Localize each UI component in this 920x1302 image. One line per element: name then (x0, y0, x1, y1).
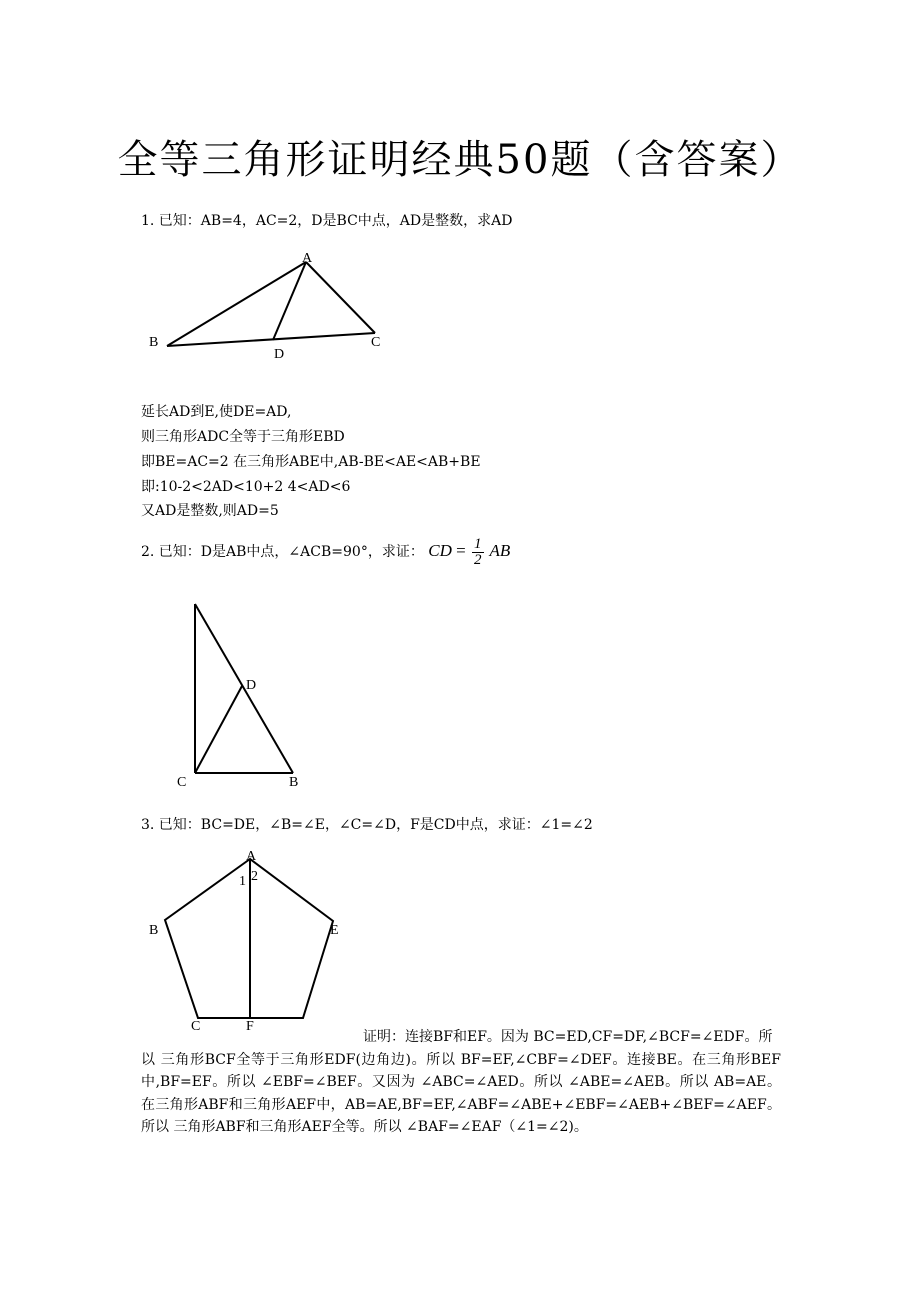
q2-fraction-denominator: 2 (474, 551, 482, 568)
q2-formula (428, 535, 511, 568)
q1-triangle-figure (140, 245, 400, 365)
q1-solution-line-1: 延长AD到E,使DE=AD, (141, 404, 292, 420)
q2-label-b: B (289, 775, 299, 790)
q1-solution-line-4: 即:10-2<2AD<10+2 4<AD<6 (141, 479, 351, 495)
q2-label-c: C (177, 775, 187, 790)
q2-label-d: D (246, 678, 257, 693)
q1-label-a: A (302, 251, 313, 266)
q1-solution-line-5: 又AD是整数,则AD=5 (141, 503, 279, 519)
q1-label-d: D (274, 347, 285, 362)
q2-formula-fraction (472, 537, 484, 568)
q3-label-angle-1: 1 (239, 874, 246, 889)
q3-question: 3. 已知：BC=DE，∠B=∠E，∠C=∠D，F是CD中点，求证：∠1=∠2 (141, 817, 593, 833)
q3-label-a: A (246, 849, 257, 864)
q2-question: 2. 已知：D是AB中点，∠ACB=90°，求证： (141, 544, 424, 560)
q2-question-row (141, 536, 510, 568)
q1-solution-line-3: 即BE=AC=2 在三角形ABE中,AB-BE<AE<AB+BE (141, 454, 481, 470)
q3-label-c: C (191, 1019, 201, 1034)
q3-proof (141, 1026, 781, 1139)
q2-formula-right: AB (489, 541, 511, 560)
q1-solution-line-2: 则三角形ADC全等于三角形EBD (141, 429, 345, 445)
q3-proof-first-line: 证明：连接BF和EF。因为 BC=ED,CF=DF,∠BCF=∠EDF。所 (363, 1029, 773, 1045)
q2-right-triangle-figure (170, 595, 310, 795)
q1-question: 1. 已知：AB=4，AC=2，D是BC中点，AD是整数，求AD (141, 213, 513, 229)
q3-pentagon-figure (140, 845, 340, 1035)
q3-proof-body: 以 三角形BCF全等于三角形EDF(边角边)。所以 BF=EF,∠CBF=∠DEF。连接BE。在三角形BEF中,BF=EF。所以 ∠EBF=∠BEF。又因为 ∠ABC=∠AED。所以 ∠ABE=∠AEB。所以 AB=AE。在三角形ABF和三角形AEF中，AB=AE,BF=EF,∠ABF=∠ABE+∠EBF=∠AEB+∠BEF=∠AEF。所以 三角形ABF和三角形AEF全等。所以 ∠BAF=∠EAF（∠1=∠2)。 (141, 1051, 781, 1135)
q1-label-c: C (371, 335, 381, 350)
q2-formula-left: CD (428, 541, 452, 560)
page-title: 全等三角形证明经典50题（含答案） (117, 137, 803, 183)
q1-label-b: B (149, 335, 159, 350)
q3-label-b: B (149, 923, 159, 938)
q2-fraction-numerator: 1 (474, 535, 482, 552)
q2-formula-eq: = (456, 541, 466, 560)
q3-label-e: E (330, 923, 339, 938)
q3-label-f: F (246, 1019, 254, 1034)
q3-label-angle-2: 2 (251, 869, 258, 884)
